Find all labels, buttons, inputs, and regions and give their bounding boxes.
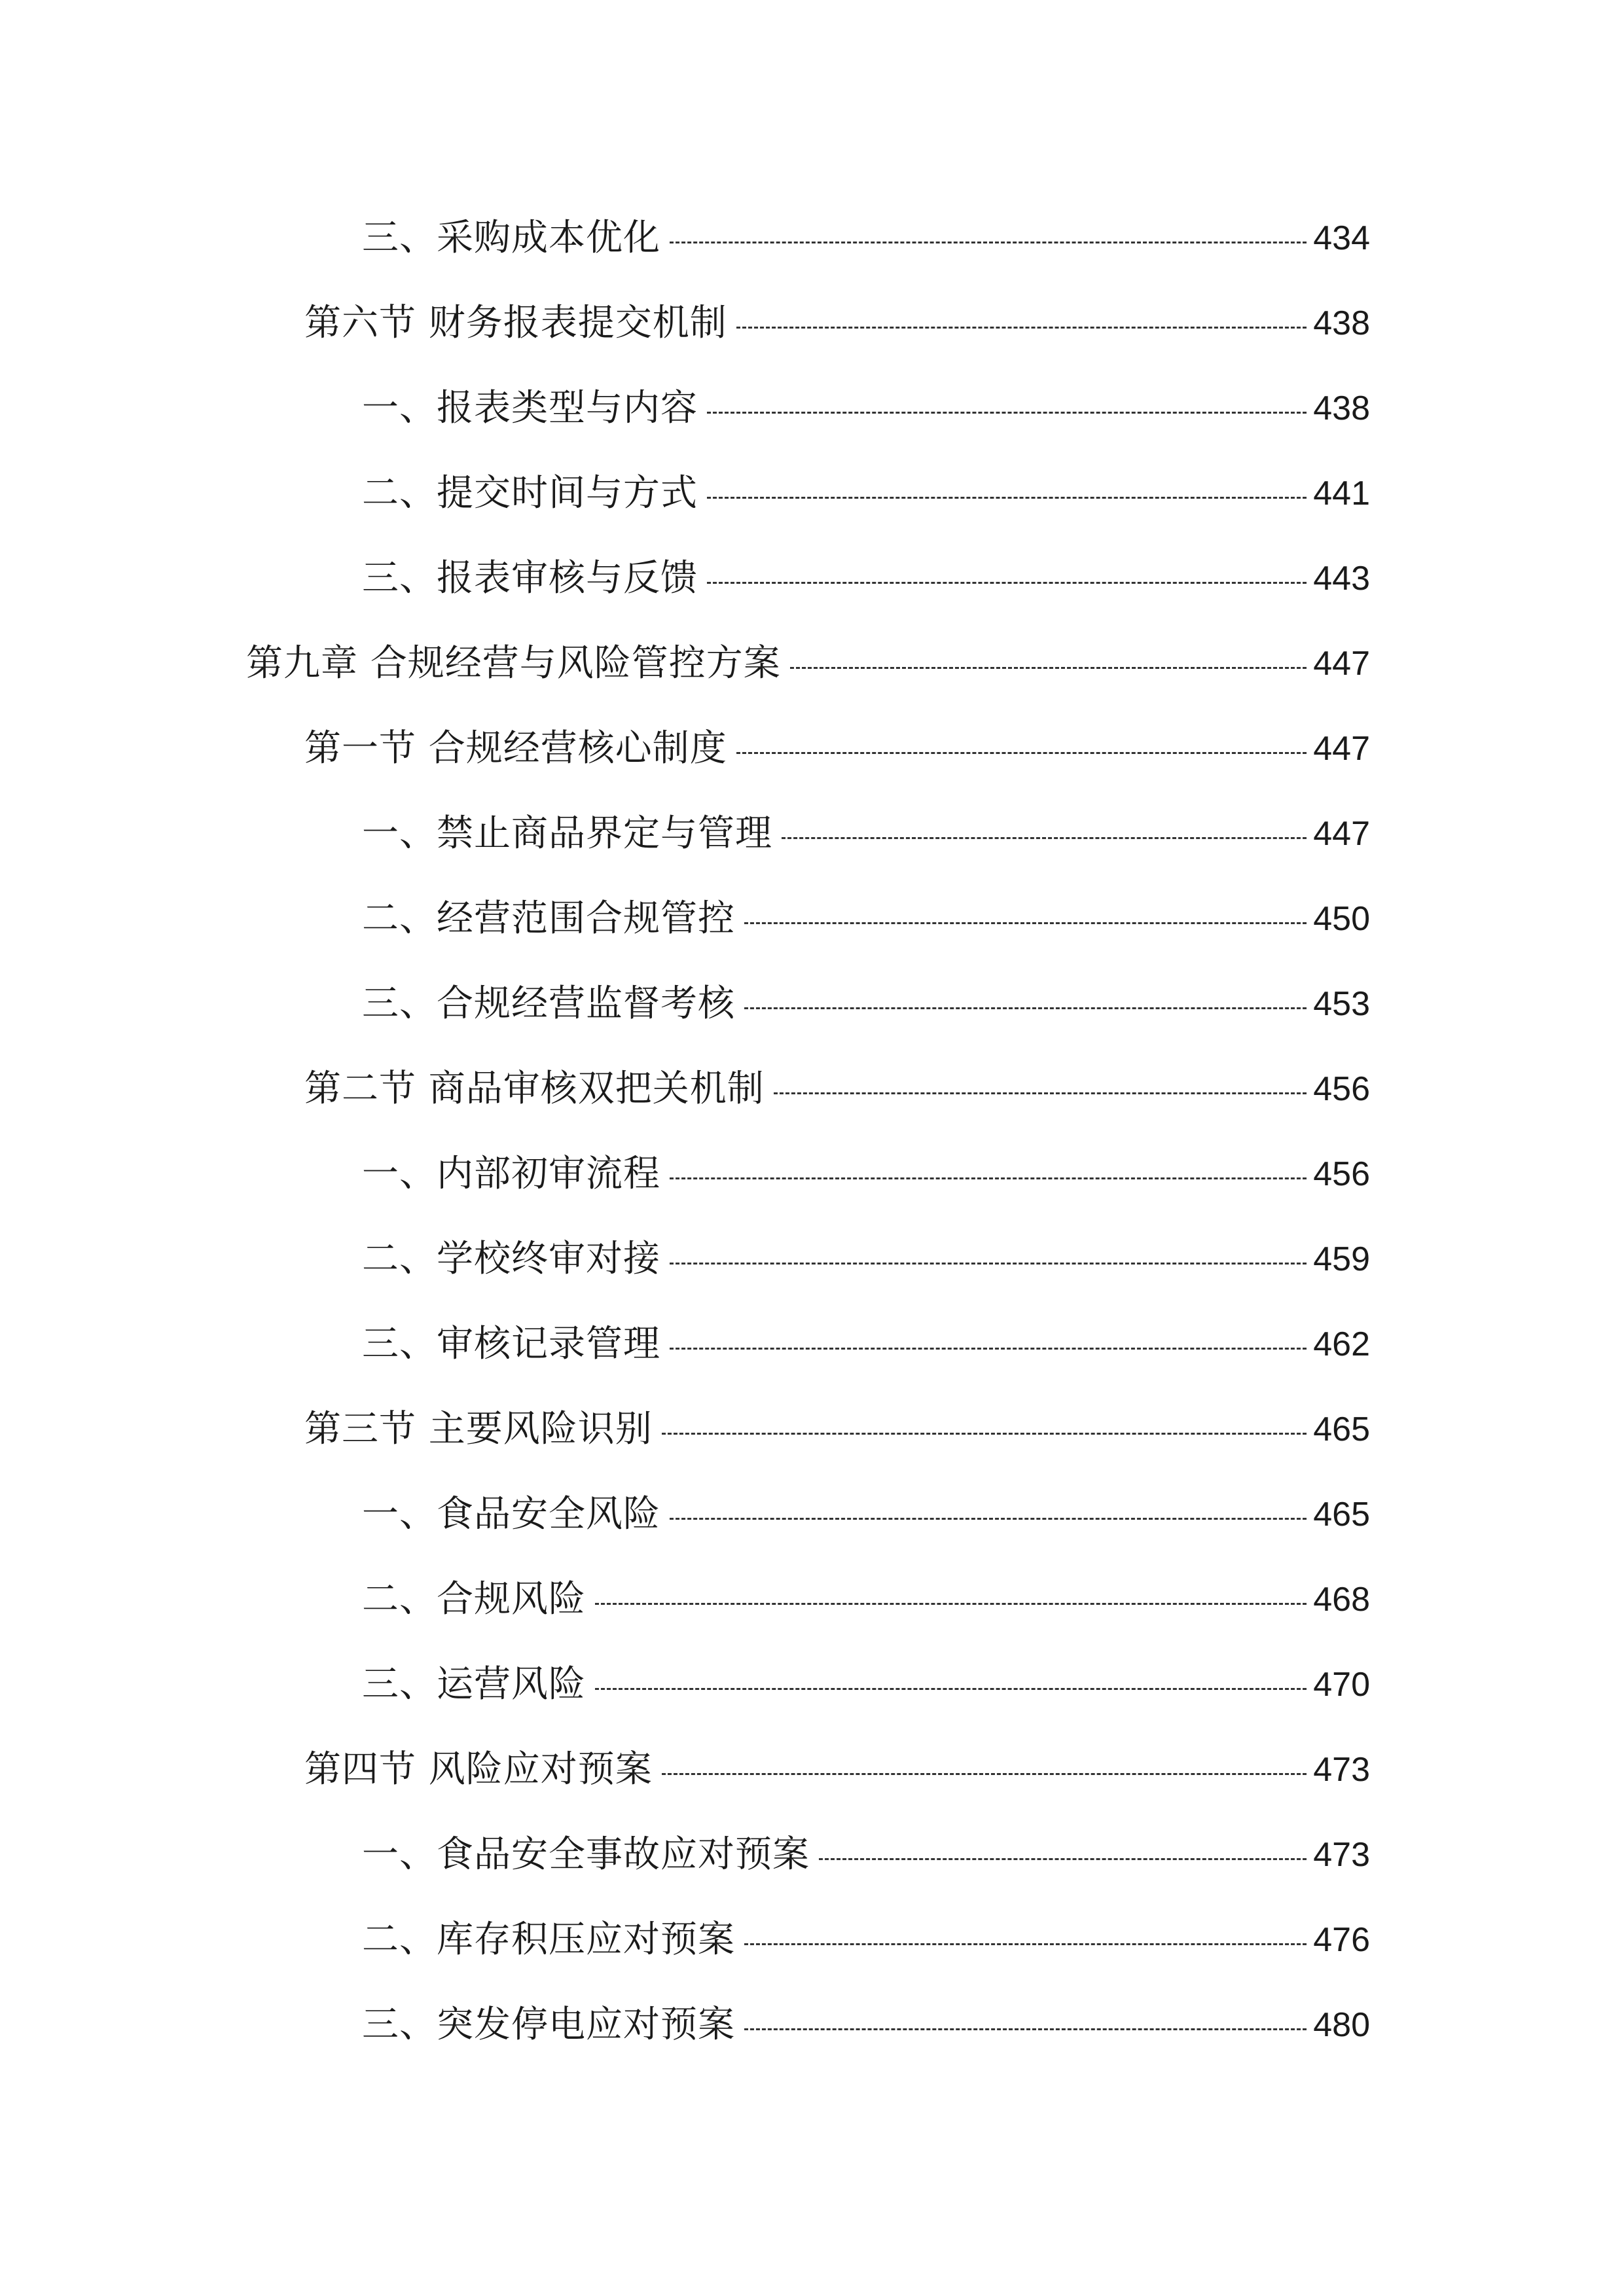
toc-entry-label: 三、采购成本优化	[362, 217, 660, 259]
toc-entry-label: 二、库存积压应对预案	[362, 1918, 735, 1961]
toc-entry-chapter[interactable]	[246, 631, 1370, 696]
toc-entry-item[interactable]	[362, 971, 1370, 1037]
toc-entry-label: 二、经营范围合规管控	[362, 897, 735, 940]
toc-row	[0, 1737, 1624, 1822]
toc-dot-leader	[736, 752, 1307, 754]
toc-entry-section[interactable]	[304, 1397, 1370, 1462]
toc-page-number: 459	[1313, 1240, 1370, 1278]
toc-page-number: 468	[1313, 1581, 1370, 1619]
toc-page-number: 438	[1313, 304, 1370, 342]
toc-row	[0, 546, 1624, 631]
toc-page-number: 438	[1313, 389, 1370, 427]
toc-entry-label: 第二节 商品审核双把关机制	[304, 1067, 765, 1110]
toc-row	[0, 1141, 1624, 1227]
toc-page-number: 434	[1313, 219, 1370, 257]
toc-dot-leader	[819, 1858, 1307, 1860]
toc-dot-leader	[662, 1773, 1307, 1775]
toc-entry-section[interactable]	[304, 716, 1370, 781]
toc-entry-label: 三、审核记录管理	[362, 1323, 660, 1365]
toc-page-number: 450	[1313, 900, 1370, 938]
toc-entry-label: 一、禁止商品界定与管理	[362, 812, 772, 855]
toc-entry-label: 三、运营风险	[362, 1663, 586, 1706]
toc-page-number: 447	[1313, 730, 1370, 768]
toc-entry-item[interactable]	[362, 376, 1370, 441]
toc-dot-leader	[662, 1433, 1307, 1435]
toc-row	[0, 1227, 1624, 1312]
toc-dot-leader	[744, 1943, 1307, 1945]
toc-row	[0, 716, 1624, 801]
toc-page-number: 441	[1313, 475, 1370, 512]
toc-entry-label: 一、食品安全风险	[362, 1493, 660, 1535]
toc-page-number: 443	[1313, 560, 1370, 598]
toc-row	[0, 376, 1624, 461]
toc-entry-label: 一、报表类型与内容	[362, 387, 698, 429]
toc-entry-label: 二、合规风险	[362, 1578, 586, 1621]
toc-dot-leader	[744, 2028, 1307, 2030]
toc-row	[0, 1312, 1624, 1397]
toc-entry-label: 第四节 风险应对预案	[304, 1748, 653, 1791]
toc-dot-leader	[736, 327, 1307, 329]
toc-dot-leader	[670, 1263, 1307, 1265]
toc-dot-leader	[707, 582, 1307, 584]
toc-dot-leader	[595, 1603, 1307, 1605]
toc-row	[0, 1907, 1624, 1992]
toc-row	[0, 1992, 1624, 2077]
toc-dot-leader	[744, 1007, 1307, 1009]
toc-entry-label: 一、内部初审流程	[362, 1153, 660, 1195]
toc-page-number: 480	[1313, 2006, 1370, 2044]
toc-row	[0, 461, 1624, 546]
toc-row	[0, 1822, 1624, 1907]
toc-row	[0, 1482, 1624, 1567]
toc-page-number: 476	[1313, 1921, 1370, 1959]
toc-entry-label: 第三节 主要风险识别	[304, 1408, 653, 1450]
toc-entry-item[interactable]	[362, 801, 1370, 867]
toc-entry-section[interactable]	[304, 1056, 1370, 1122]
toc-entry-item[interactable]	[362, 1652, 1370, 1717]
toc-entry-item[interactable]	[362, 1482, 1370, 1547]
toc-entry-item[interactable]	[362, 1822, 1370, 1888]
toc-row	[0, 1652, 1624, 1737]
toc-dot-leader	[670, 1518, 1307, 1520]
toc-row	[0, 801, 1624, 886]
toc-entry-item[interactable]	[362, 1312, 1370, 1377]
toc-page-number: 447	[1313, 815, 1370, 853]
toc-dot-leader	[707, 412, 1307, 414]
toc-dot-leader	[707, 497, 1307, 499]
toc-row	[0, 631, 1624, 716]
toc-entry-label: 第一节 合规经营核心制度	[304, 727, 727, 770]
toc-entry-label: 三、合规经营监督考核	[362, 982, 735, 1025]
toc-dot-leader	[774, 1092, 1307, 1094]
toc-entry-label: 二、提交时间与方式	[362, 472, 698, 514]
toc-page-number: 447	[1313, 645, 1370, 683]
toc-row	[0, 971, 1624, 1056]
toc-page-number: 462	[1313, 1325, 1370, 1363]
toc-page-number: 470	[1313, 1666, 1370, 1704]
toc-entry-item[interactable]	[362, 886, 1370, 952]
table-of-contents	[0, 206, 1624, 2077]
toc-dot-leader	[744, 922, 1307, 924]
toc-entry-item[interactable]	[362, 461, 1370, 526]
toc-entry-item[interactable]	[362, 546, 1370, 611]
toc-entry-label: 第六节 财务报表提交机制	[304, 302, 727, 344]
toc-entry-section[interactable]	[304, 291, 1370, 356]
toc-entry-label: 三、报表审核与反馈	[362, 557, 698, 600]
toc-entry-item[interactable]	[362, 1141, 1370, 1207]
toc-page-number: 456	[1313, 1155, 1370, 1193]
toc-page-number: 473	[1313, 1836, 1370, 1874]
toc-entry-label: 第九章 合规经营与风险管控方案	[246, 642, 781, 685]
toc-entry-item[interactable]	[362, 1227, 1370, 1292]
toc-page-number: 465	[1313, 1496, 1370, 1534]
toc-row	[0, 291, 1624, 376]
toc-entry-label: 二、学校终审对接	[362, 1238, 660, 1280]
toc-entry-item[interactable]	[362, 206, 1370, 271]
toc-page-number: 465	[1313, 1410, 1370, 1448]
toc-entry-label: 三、突发停电应对预案	[362, 2003, 735, 2046]
toc-row	[0, 206, 1624, 291]
toc-row	[0, 886, 1624, 971]
toc-entry-section[interactable]	[304, 1737, 1370, 1803]
toc-entry-item[interactable]	[362, 1567, 1370, 1632]
toc-dot-leader	[670, 242, 1307, 243]
toc-dot-leader	[790, 667, 1307, 669]
toc-row	[0, 1056, 1624, 1141]
toc-dot-leader	[670, 1348, 1307, 1350]
toc-dot-leader	[595, 1688, 1307, 1690]
toc-dot-leader	[670, 1177, 1307, 1179]
toc-page-number: 456	[1313, 1070, 1370, 1108]
toc-page-number: 453	[1313, 985, 1370, 1023]
toc-entry-item[interactable]	[362, 1992, 1370, 2058]
toc-row	[0, 1397, 1624, 1482]
toc-entry-label: 一、食品安全事故应对预案	[362, 1833, 810, 1876]
toc-row	[0, 1567, 1624, 1652]
toc-page-number: 473	[1313, 1751, 1370, 1789]
toc-dot-leader	[782, 837, 1307, 839]
toc-entry-item[interactable]	[362, 1907, 1370, 1973]
